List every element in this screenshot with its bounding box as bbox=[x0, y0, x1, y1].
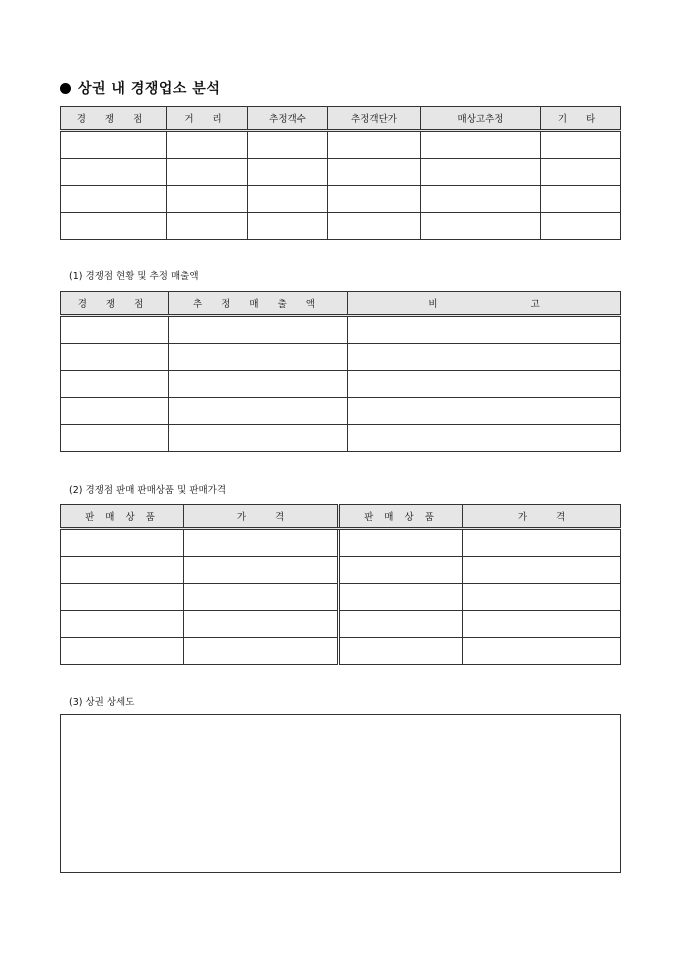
table-cell[interactable] bbox=[339, 584, 463, 611]
table-cell[interactable] bbox=[169, 398, 348, 425]
table-cell[interactable] bbox=[328, 213, 421, 240]
table-header-row bbox=[61, 505, 621, 529]
table-cell[interactable] bbox=[328, 131, 421, 159]
table-cell[interactable] bbox=[463, 584, 621, 611]
table-cell[interactable] bbox=[61, 611, 184, 638]
table-cell[interactable] bbox=[421, 213, 541, 240]
table-cell[interactable] bbox=[463, 638, 621, 665]
section3-label: (3) 상권 상세도 bbox=[69, 697, 135, 708]
table-cell[interactable] bbox=[348, 316, 621, 344]
table-cell[interactable] bbox=[61, 557, 184, 584]
table-row bbox=[61, 213, 621, 240]
table-row bbox=[61, 638, 621, 665]
table-cell[interactable] bbox=[248, 131, 328, 159]
table-cell[interactable] bbox=[463, 529, 621, 557]
table-row bbox=[61, 425, 621, 452]
table-cell[interactable] bbox=[184, 638, 339, 665]
table-cell[interactable] bbox=[348, 371, 621, 398]
table-row bbox=[61, 584, 621, 611]
table-cell[interactable] bbox=[61, 213, 167, 240]
table-row bbox=[61, 131, 621, 159]
table-cell[interactable] bbox=[328, 186, 421, 213]
table-cell[interactable] bbox=[248, 213, 328, 240]
header-est-sales: 매상고추정 bbox=[421, 107, 541, 131]
header-price: 가 격 bbox=[184, 505, 339, 529]
table-cell[interactable] bbox=[339, 638, 463, 665]
table-cell[interactable] bbox=[339, 557, 463, 584]
header-est-sales-amount: 추 정 매 출 액 bbox=[169, 292, 348, 316]
table-cell[interactable] bbox=[541, 159, 621, 186]
table-row bbox=[61, 557, 621, 584]
table-row bbox=[61, 611, 621, 638]
product-price-table bbox=[60, 504, 621, 665]
table-cell[interactable] bbox=[61, 398, 169, 425]
table-cell[interactable] bbox=[61, 344, 169, 371]
table-cell[interactable] bbox=[248, 159, 328, 186]
table-row bbox=[61, 159, 621, 186]
table-cell[interactable] bbox=[61, 638, 184, 665]
table-cell[interactable] bbox=[169, 344, 348, 371]
table-cell[interactable] bbox=[421, 131, 541, 159]
table-cell[interactable] bbox=[328, 159, 421, 186]
trade-area-detail-map-box[interactable] bbox=[60, 714, 621, 873]
table-header-row bbox=[61, 107, 621, 131]
header-competitor: 경 쟁 점 bbox=[61, 107, 167, 131]
header-est-unit-price: 추정객단가 bbox=[328, 107, 421, 131]
bullet-icon bbox=[60, 83, 71, 94]
table-cell[interactable] bbox=[61, 371, 169, 398]
table-cell[interactable] bbox=[61, 425, 169, 452]
table-cell[interactable] bbox=[167, 186, 248, 213]
table-cell[interactable] bbox=[167, 213, 248, 240]
table-row bbox=[61, 529, 621, 557]
competitor-analysis-table bbox=[60, 106, 621, 240]
table-cell[interactable] bbox=[61, 131, 167, 159]
header-product-2: 판 매 상 품 bbox=[339, 505, 463, 529]
table-row bbox=[61, 371, 621, 398]
table-row bbox=[61, 186, 621, 213]
table-cell[interactable] bbox=[248, 186, 328, 213]
table-cell[interactable] bbox=[184, 529, 339, 557]
header-product: 판 매 상 품 bbox=[61, 505, 184, 529]
table-cell[interactable] bbox=[421, 159, 541, 186]
table-header-row bbox=[61, 292, 621, 316]
header-price-2: 가 격 bbox=[463, 505, 621, 529]
page-title-text: 상권 내 경쟁업소 분석 bbox=[78, 81, 221, 97]
table-cell[interactable] bbox=[167, 159, 248, 186]
table-cell[interactable] bbox=[339, 529, 463, 557]
header-other: 기 타 bbox=[541, 107, 621, 131]
table-cell[interactable] bbox=[541, 213, 621, 240]
table-cell[interactable] bbox=[339, 611, 463, 638]
header-distance: 거 리 bbox=[167, 107, 248, 131]
table-cell[interactable] bbox=[61, 159, 167, 186]
table-cell[interactable] bbox=[463, 557, 621, 584]
table-cell[interactable] bbox=[61, 529, 184, 557]
table-cell[interactable] bbox=[541, 186, 621, 213]
table-cell[interactable] bbox=[61, 316, 169, 344]
table-row bbox=[61, 344, 621, 371]
header-est-customers: 추정객수 bbox=[248, 107, 328, 131]
table-cell[interactable] bbox=[184, 584, 339, 611]
table-cell[interactable] bbox=[348, 398, 621, 425]
header-competitor: 경 쟁 점 bbox=[61, 292, 169, 316]
table-cell[interactable] bbox=[348, 425, 621, 452]
table-cell[interactable] bbox=[61, 584, 184, 611]
header-remarks: 비 고 bbox=[348, 292, 621, 316]
table-cell[interactable] bbox=[463, 611, 621, 638]
table-cell[interactable] bbox=[184, 611, 339, 638]
table-row bbox=[61, 398, 621, 425]
table-cell[interactable] bbox=[169, 316, 348, 344]
table-row bbox=[61, 316, 621, 344]
section2-label: (2) 경쟁점 판매 판매상품 및 판매가격 bbox=[69, 485, 227, 496]
page-title bbox=[60, 78, 220, 98]
table-cell[interactable] bbox=[169, 371, 348, 398]
table-cell[interactable] bbox=[61, 186, 167, 213]
table-cell[interactable] bbox=[541, 131, 621, 159]
section1-label: (1) 경쟁점 현황 및 추정 매출액 bbox=[69, 271, 199, 282]
table-cell[interactable] bbox=[167, 131, 248, 159]
estimated-sales-table bbox=[60, 291, 621, 452]
table-cell[interactable] bbox=[421, 186, 541, 213]
table-cell[interactable] bbox=[184, 557, 339, 584]
table-cell[interactable] bbox=[348, 344, 621, 371]
table-cell[interactable] bbox=[169, 425, 348, 452]
